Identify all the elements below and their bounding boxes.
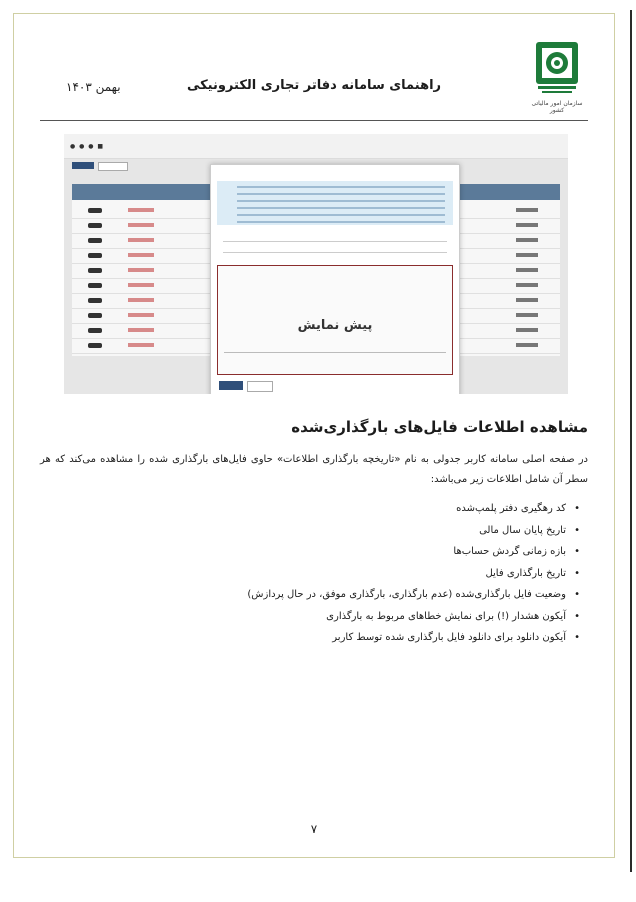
modal-fields bbox=[217, 231, 453, 259]
document-date: بهمن ۱۴۰۳ bbox=[66, 80, 121, 94]
section-heading: مشاهده اطلاعات فایل‌های بارگذاری‌شده bbox=[291, 418, 588, 436]
screenshot-window-controls-icon: ● ● ● ■ bbox=[70, 143, 105, 150]
screenshot-upload-modal bbox=[210, 164, 460, 394]
screenshot-pager bbox=[78, 392, 148, 394]
preview-frame bbox=[217, 265, 453, 375]
document-page bbox=[13, 13, 615, 858]
list-item: • بازه زمانی گردش حساب‌ها bbox=[40, 541, 588, 563]
list-item: • وضعیت فایل بارگذاری‌شده (عدم بارگذاری، بارگذاری موفق، در حال پردازش) bbox=[40, 584, 588, 606]
list-item: • آیکون دانلود برای دانلود فایل بارگذاری شده توسط کاربر bbox=[40, 627, 588, 649]
list-item: • تاریخ بارگذاری فایل bbox=[40, 563, 588, 585]
section-intro: در صفحه اصلی سامانه کاربر جدولی به نام «تاریخچه بارگذاری اطلاعات» حاوی فایل‌های بارگذاری شده را مشاهده می‌کند که هر سطر آن شامل اطلاعات زیر می‌باشد: bbox=[40, 454, 588, 485]
preview-grid bbox=[224, 352, 446, 369]
list-item: • تاریخ پایان سال مالی bbox=[40, 520, 588, 542]
modal-cancel-button bbox=[247, 381, 273, 392]
page-number: ۷ bbox=[310, 822, 318, 836]
page-header bbox=[14, 14, 614, 122]
list-item: • کد رهگیری دفتر پلمپ‌شده bbox=[40, 498, 588, 520]
embedded-screenshot bbox=[64, 134, 568, 394]
header-divider bbox=[40, 120, 588, 121]
screenshot-secondary-button bbox=[98, 162, 128, 171]
preview-label: پیش نمایش bbox=[297, 318, 373, 333]
screenshot-topbar bbox=[64, 134, 568, 159]
list-item: • آیکون هشدار (!) برای نمایش خطاهای مربوط به بارگذاری bbox=[40, 606, 588, 628]
logo-caption: سازمان امور مالیاتی کشور bbox=[531, 100, 583, 114]
modal-confirm-button bbox=[219, 381, 243, 390]
tax-organization-logo-icon bbox=[534, 40, 580, 98]
document-title: راهنمای سامانه دفاتر تجاری الکترونیکی bbox=[186, 78, 442, 93]
info-list bbox=[40, 498, 588, 649]
modal-guide-box bbox=[217, 181, 453, 225]
screenshot-primary-button bbox=[72, 162, 94, 169]
right-edge-rule bbox=[630, 10, 632, 872]
